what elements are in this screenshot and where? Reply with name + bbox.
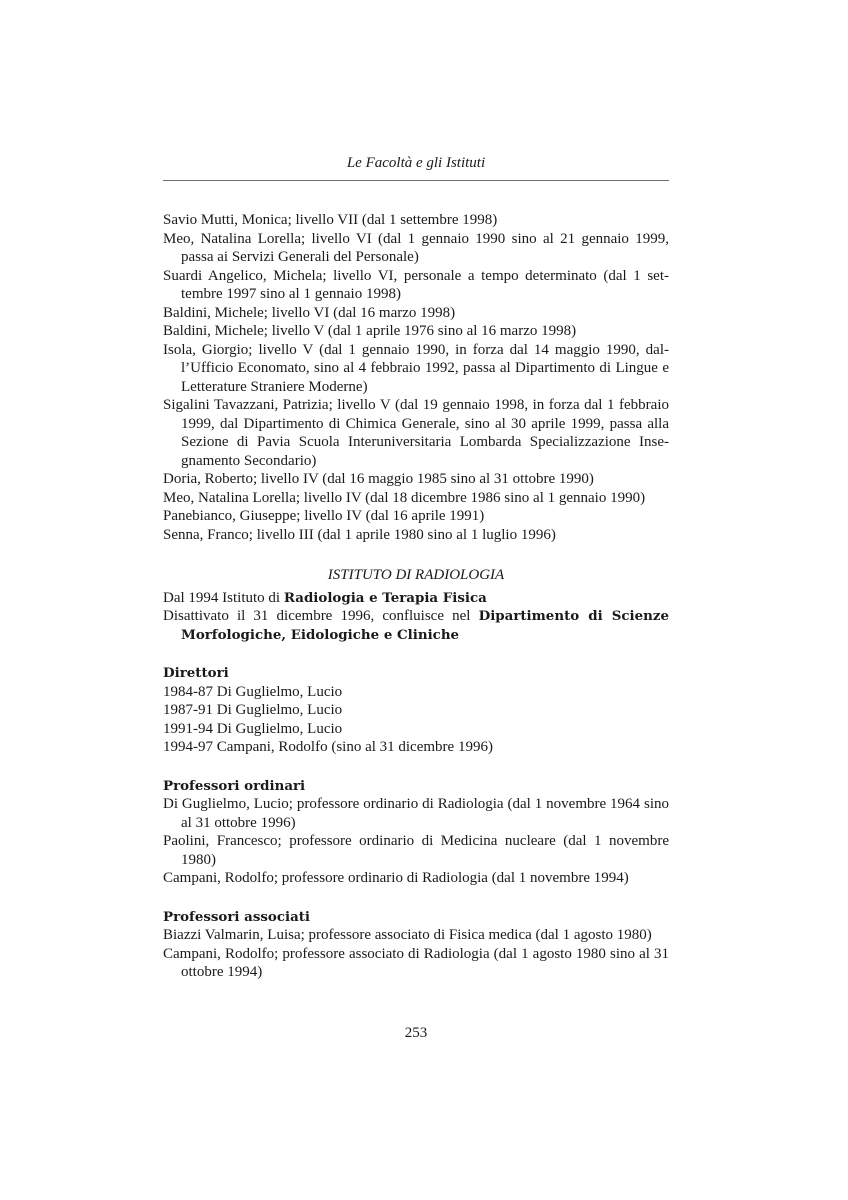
staff-entry: Doria, Roberto; livello IV (dal 16 maggio 1985 sino al 31 ottobre 1990) xyxy=(163,471,594,487)
staff-list xyxy=(163,211,669,544)
staff-entry: Baldini, Michele; livello VI (dal 16 marzo 1998) xyxy=(163,304,456,321)
department-name: Dipartimento di Scienze Morfologiche, Eidologiche e Cliniche xyxy=(181,608,670,643)
intro-text: Disattivato il 31 dicembre 1996, confluisce nel xyxy=(163,608,479,624)
section-intro-renamed xyxy=(163,589,669,608)
direttori-item: 1991-94 Di Guglielmo, Lucio xyxy=(163,720,343,737)
professore-associato-entry: Campani, Rodolfo; professore associato di Radiologia (dal 1 agosto 1980 sino al 31 ottobre 1994) xyxy=(163,945,669,980)
staff-entry: Suardi Angelico, Michela; livello VI, personale a tempo determinato (dal 1 settembre 1997 sino al 1 gennaio 1998) xyxy=(163,267,669,302)
staff-entry: Panebianco, Giuseppe; livello IV (dal 16 aprile 1991) xyxy=(163,508,485,524)
staff-entry: Senna, Franco; livello III (dal 1 aprile 1980 sino al 1 luglio 1996) xyxy=(163,526,556,543)
staff-entry: Isola, Giorgio; livello V (dal 1 gennaio 1990, in forza dal 14 maggio 1990, dall’Ufficio Economato, sino al 4 febbraio 1992, passa al Dipartimento di Lingue e Letterature Straniere Moderne) xyxy=(163,341,669,395)
professore-ordinario-entry: Campani, Rodolfo; professore ordinario di Radiologia (dal 1 novembre 1994) xyxy=(163,870,629,886)
staff-entry: Baldini, Michele; livello V (dal 1 aprile 1976 sino al 16 marzo 1998) xyxy=(163,323,577,339)
professore-ordinario-entry: Paolini, Francesco; professore ordinario di Medicina nucleare (dal 1 novembre 1980) xyxy=(163,833,669,868)
professori-ordinari-heading: Professori ordinari xyxy=(163,777,306,794)
intro-text: Dal 1994 Istituto di xyxy=(163,589,284,606)
page-body xyxy=(163,211,669,982)
direttori-item: 1987-91 Di Guglielmo, Lucio xyxy=(163,702,343,718)
institute-new-name: Radiologia e Terapia Fisica xyxy=(283,589,487,606)
staff-entry: Savio Mutti, Monica; livello VII (dal 1 settembre 1998) xyxy=(163,212,498,228)
professore-ordinario-entry: Di Guglielmo, Lucio; professore ordinario di Radiologia (dal 1 novembre 1964 sino al 31 ottobre 1996) xyxy=(163,796,669,831)
header-rule xyxy=(163,180,669,181)
staff-entry: Meo, Natalina Lorella; livello VI (dal 1 gennaio 1990 sino al 21 gennaio 1999, passa ai Servizi Generali del Personale) xyxy=(163,230,669,265)
page-number: 253 xyxy=(404,1025,428,1041)
direttori-item: 1994-97 Campani, Rodolfo (sino al 31 dicembre 1996) xyxy=(163,739,493,755)
section-intro-merged xyxy=(163,607,669,644)
staff-entry: Sigalini Tavazzani, Patrizia; livello V (dal 19 gennaio 1998, in forza dal 1 febbraio 1999, dal Dipartimento di Chimica Generale, sino al 30 aprile 1999, passa alla Sezione di Pavia Scuola Interuniversitaria Lombarda Specializzazione Insegnamento Secondario) xyxy=(163,397,669,469)
section-title: ISTITUTO DI RADIOLOGIA xyxy=(327,567,505,583)
professore-associato-entry: Biazzi Valmarin, Luisa; professore associato di Fisica medica (dal 1 agosto 1980) xyxy=(163,927,652,943)
running-title: Le Facoltà e gli Istituti xyxy=(346,155,486,171)
direttori-heading: Direttori xyxy=(163,665,229,681)
direttori-item: 1984-87 Di Guglielmo, Lucio xyxy=(163,683,343,700)
staff-entry: Meo, Natalina Lorella; livello IV (dal 18 dicembre 1986 sino al 1 gennaio 1990) xyxy=(163,489,646,506)
professori-associati-heading: Professori associati xyxy=(163,908,311,925)
